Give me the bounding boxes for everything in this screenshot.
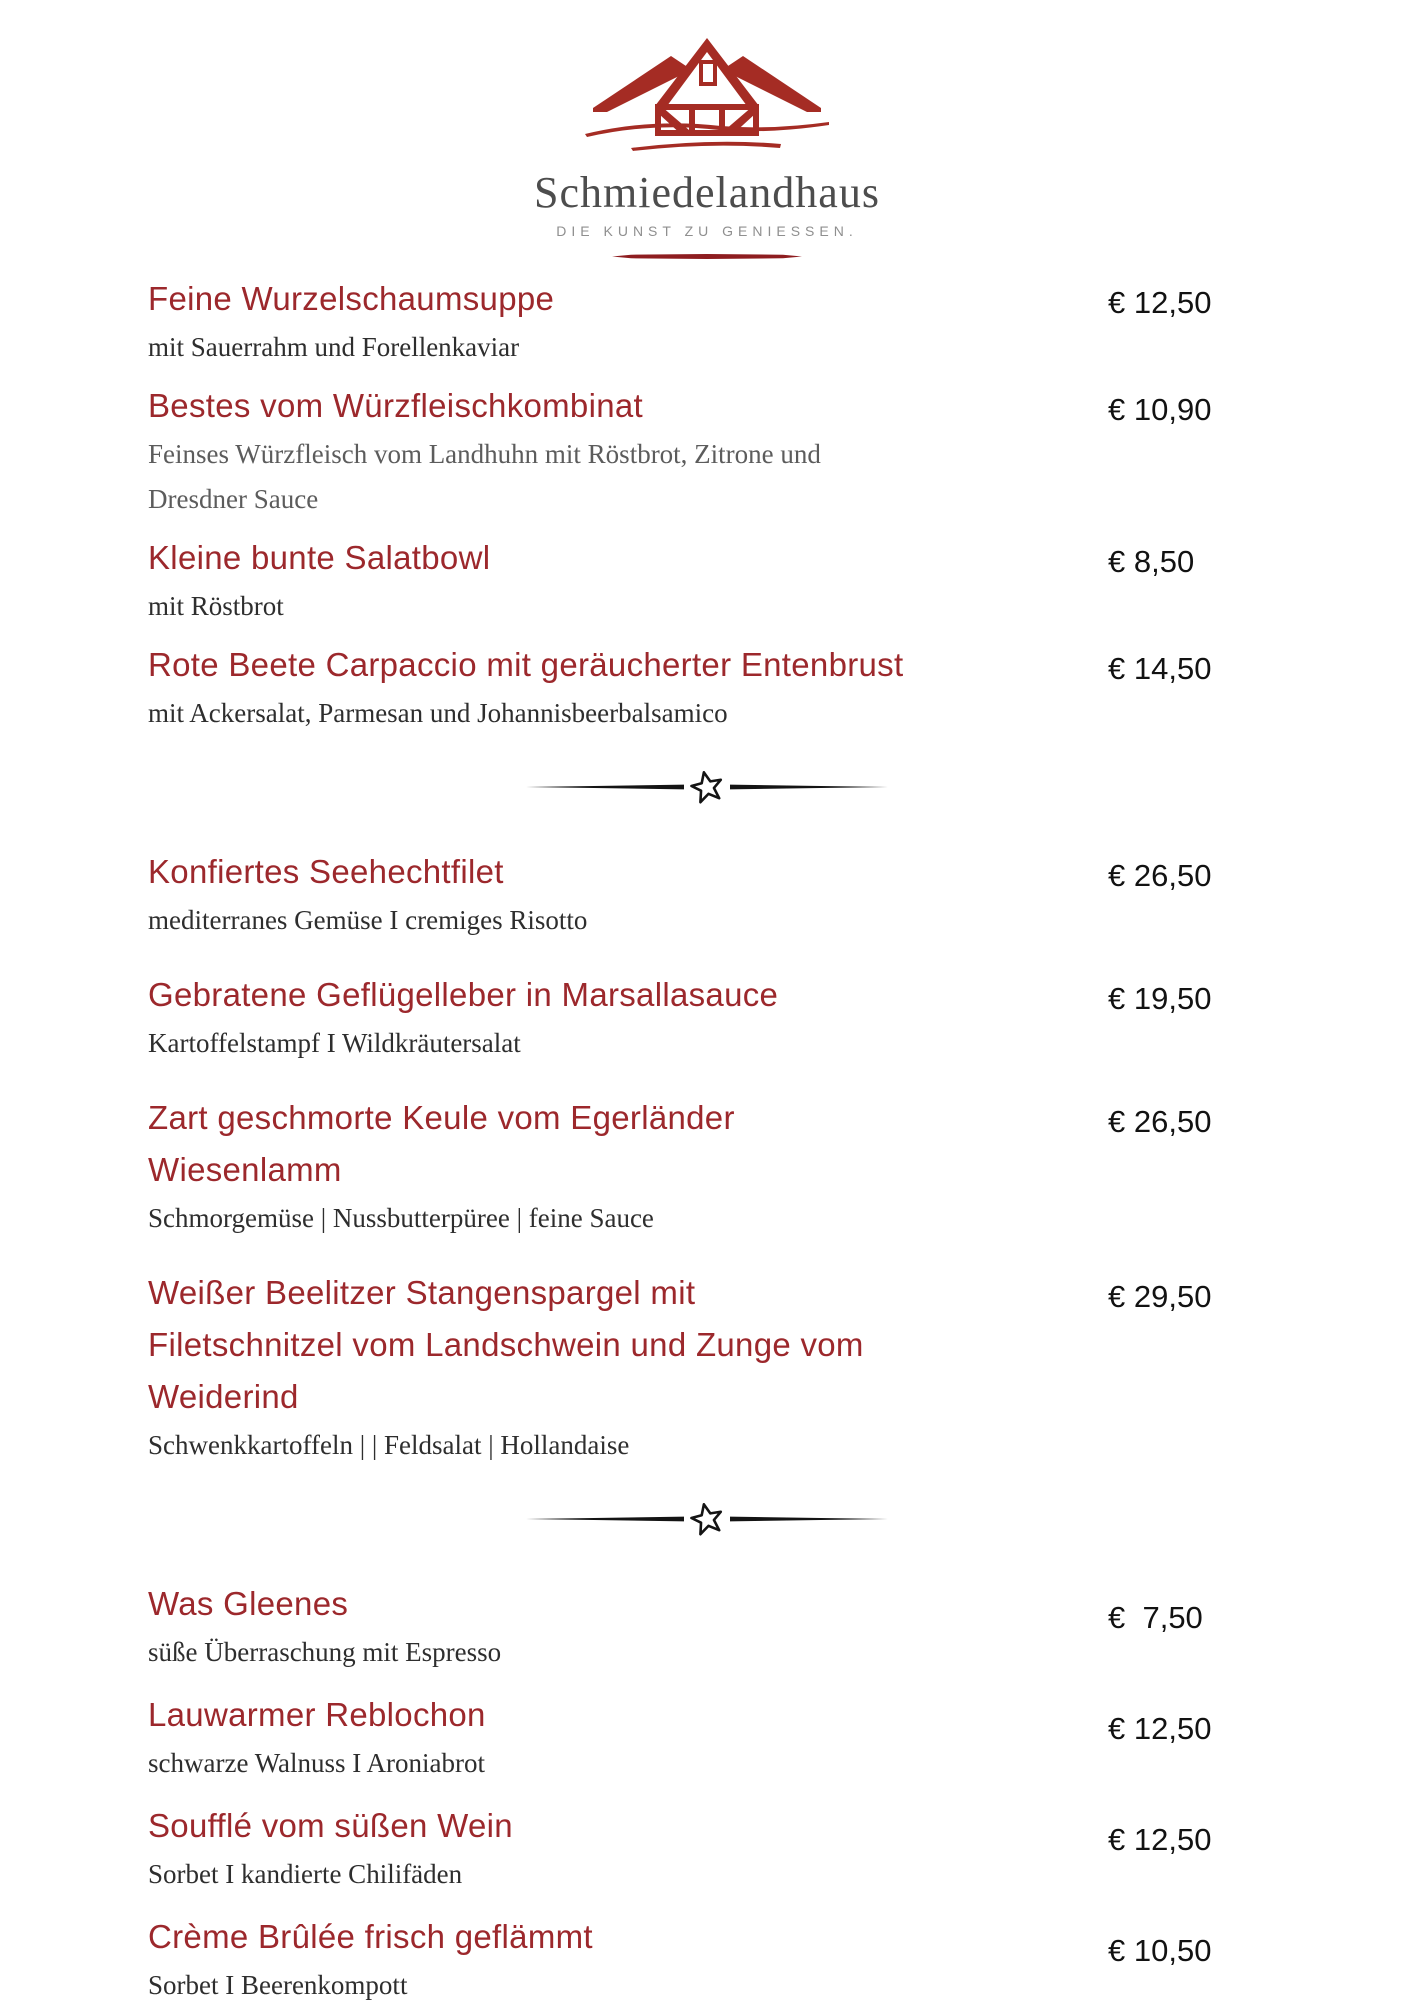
dish-description: Sorbet I kandierte Chilifäden <box>148 1859 463 1889</box>
dish-title: Zart geschmorte Keule vom Egerländer <box>148 1099 735 1136</box>
star-icon <box>689 1500 725 1538</box>
dish-description: Sorbet I Beerenkompott <box>148 1970 408 2000</box>
divider-line-left <box>526 784 684 790</box>
dish-price: € 12,50 <box>1108 1711 1212 1746</box>
divider-line-right <box>730 784 888 790</box>
dish-price: € 8,50 <box>1108 544 1195 579</box>
dish-description: Kartoffelstampf I Wildkräutersalat <box>148 1028 521 1058</box>
dish-description: Schwenkkartoffeln | | Feldsalat | Hollandaise <box>148 1430 630 1460</box>
menu-item <box>0 1911 1414 2000</box>
brand-tagline: DIE KUNST ZU GENIESSEN. <box>556 223 858 239</box>
menu-item <box>0 639 1414 736</box>
menu-section-desserts <box>0 1578 1414 2000</box>
menu-item <box>0 1578 1414 1675</box>
dish-price: € 12,50 <box>1108 285 1212 320</box>
dish-title: Filetschnitzel vom Landschwein und Zunge vom <box>148 1326 864 1363</box>
divider-line-right <box>730 1516 888 1522</box>
farmhouse-icon <box>571 30 843 164</box>
star-icon <box>689 768 725 806</box>
dish-title: Rote Beete Carpaccio mit geräucherter Entenbrust <box>148 646 904 683</box>
dish-price: € 14,50 <box>1108 651 1212 686</box>
dish-description: süße Überraschung mit Espresso <box>148 1637 502 1667</box>
section-divider <box>517 1498 897 1540</box>
dish-title: Weißer Beelitzer Stangenspargel mit <box>148 1274 696 1311</box>
menu-item <box>0 1800 1414 1897</box>
menu-item <box>0 969 1414 1066</box>
menu-item-text <box>148 639 1108 736</box>
dish-price: € 12,50 <box>1108 1822 1212 1857</box>
dish-price: € 29,50 <box>1108 1279 1212 1314</box>
brand-header <box>0 0 1414 259</box>
menu-item <box>0 1267 1414 1468</box>
section-divider <box>517 766 897 808</box>
dish-description: mit Röstbrot <box>148 591 284 621</box>
menu-item-text <box>148 969 1108 1066</box>
dish-description: schwarze Walnuss I Aroniabrot <box>148 1748 485 1778</box>
dish-title: Crème Brûlée frisch geflämmt <box>148 1918 593 1955</box>
menu-item-text <box>148 532 1108 629</box>
dish-title: Gebratene Geflügelleber in Marsallasauce <box>148 976 779 1013</box>
dish-title: Konfiertes Seehechtfilet <box>148 853 504 890</box>
dish-title: Feine Wurzelschaumsuppe <box>148 280 555 317</box>
dish-title: Was Gleenes <box>148 1585 349 1622</box>
dish-title: Lauwarmer Reblochon <box>148 1696 486 1733</box>
menu-item-text <box>148 846 1108 943</box>
dish-price: € 26,50 <box>1108 858 1212 893</box>
dish-price: € 7,50 <box>1108 1600 1203 1635</box>
menu-item-text <box>148 1911 1108 2000</box>
dish-title: Kleine bunte Salatbowl <box>148 539 491 576</box>
dish-title: Soufflé vom süßen Wein <box>148 1807 513 1844</box>
dish-price: € 26,50 <box>1108 1104 1212 1139</box>
dish-description: Feinses Würzfleisch vom Landhuhn mit Röstbrot, Zitrone und <box>148 439 821 469</box>
menu-section-mains <box>0 846 1414 1468</box>
menu-item <box>0 1689 1414 1786</box>
brand-wordmark: Schmiedelandhaus <box>534 168 880 217</box>
menu-item <box>0 380 1414 522</box>
menu-item-text <box>148 380 1108 522</box>
menu-item-text <box>148 273 1108 370</box>
menu-item <box>0 846 1414 943</box>
menu-item <box>0 1092 1414 1241</box>
menu-item-text <box>148 1267 1108 1468</box>
menu-item <box>0 273 1414 370</box>
menu-item-text <box>148 1689 1108 1786</box>
dish-price: € 10,90 <box>1108 392 1212 427</box>
dish-title: Weiderind <box>148 1378 299 1415</box>
dish-price: € 19,50 <box>1108 981 1212 1016</box>
dish-title: Wiesenlamm <box>148 1151 342 1188</box>
menu-item-text <box>148 1800 1108 1897</box>
menu-item-text <box>148 1092 1108 1241</box>
dish-description: mit Ackersalat, Parmesan und Johannisbeerbalsamico <box>148 698 728 728</box>
dish-description: Schmorgemüse | Nussbutterpüree | feine Sauce <box>148 1203 654 1233</box>
dish-description: mediterranes Gemüse I cremiges Risotto <box>148 905 588 935</box>
dish-price: € 10,50 <box>1108 1933 1212 1968</box>
menu-section-starters <box>0 273 1414 736</box>
dish-title: Bestes vom Würzfleischkombinat <box>148 387 643 424</box>
dish-description: Dresdner Sauce <box>148 484 319 514</box>
dish-description: mit Sauerrahm und Forellenkaviar <box>148 332 520 362</box>
brand-rule <box>612 254 802 259</box>
menu-item <box>0 532 1414 629</box>
menu-item-text <box>148 1578 1108 1675</box>
divider-line-left <box>526 1516 684 1522</box>
menu <box>0 273 1414 2000</box>
